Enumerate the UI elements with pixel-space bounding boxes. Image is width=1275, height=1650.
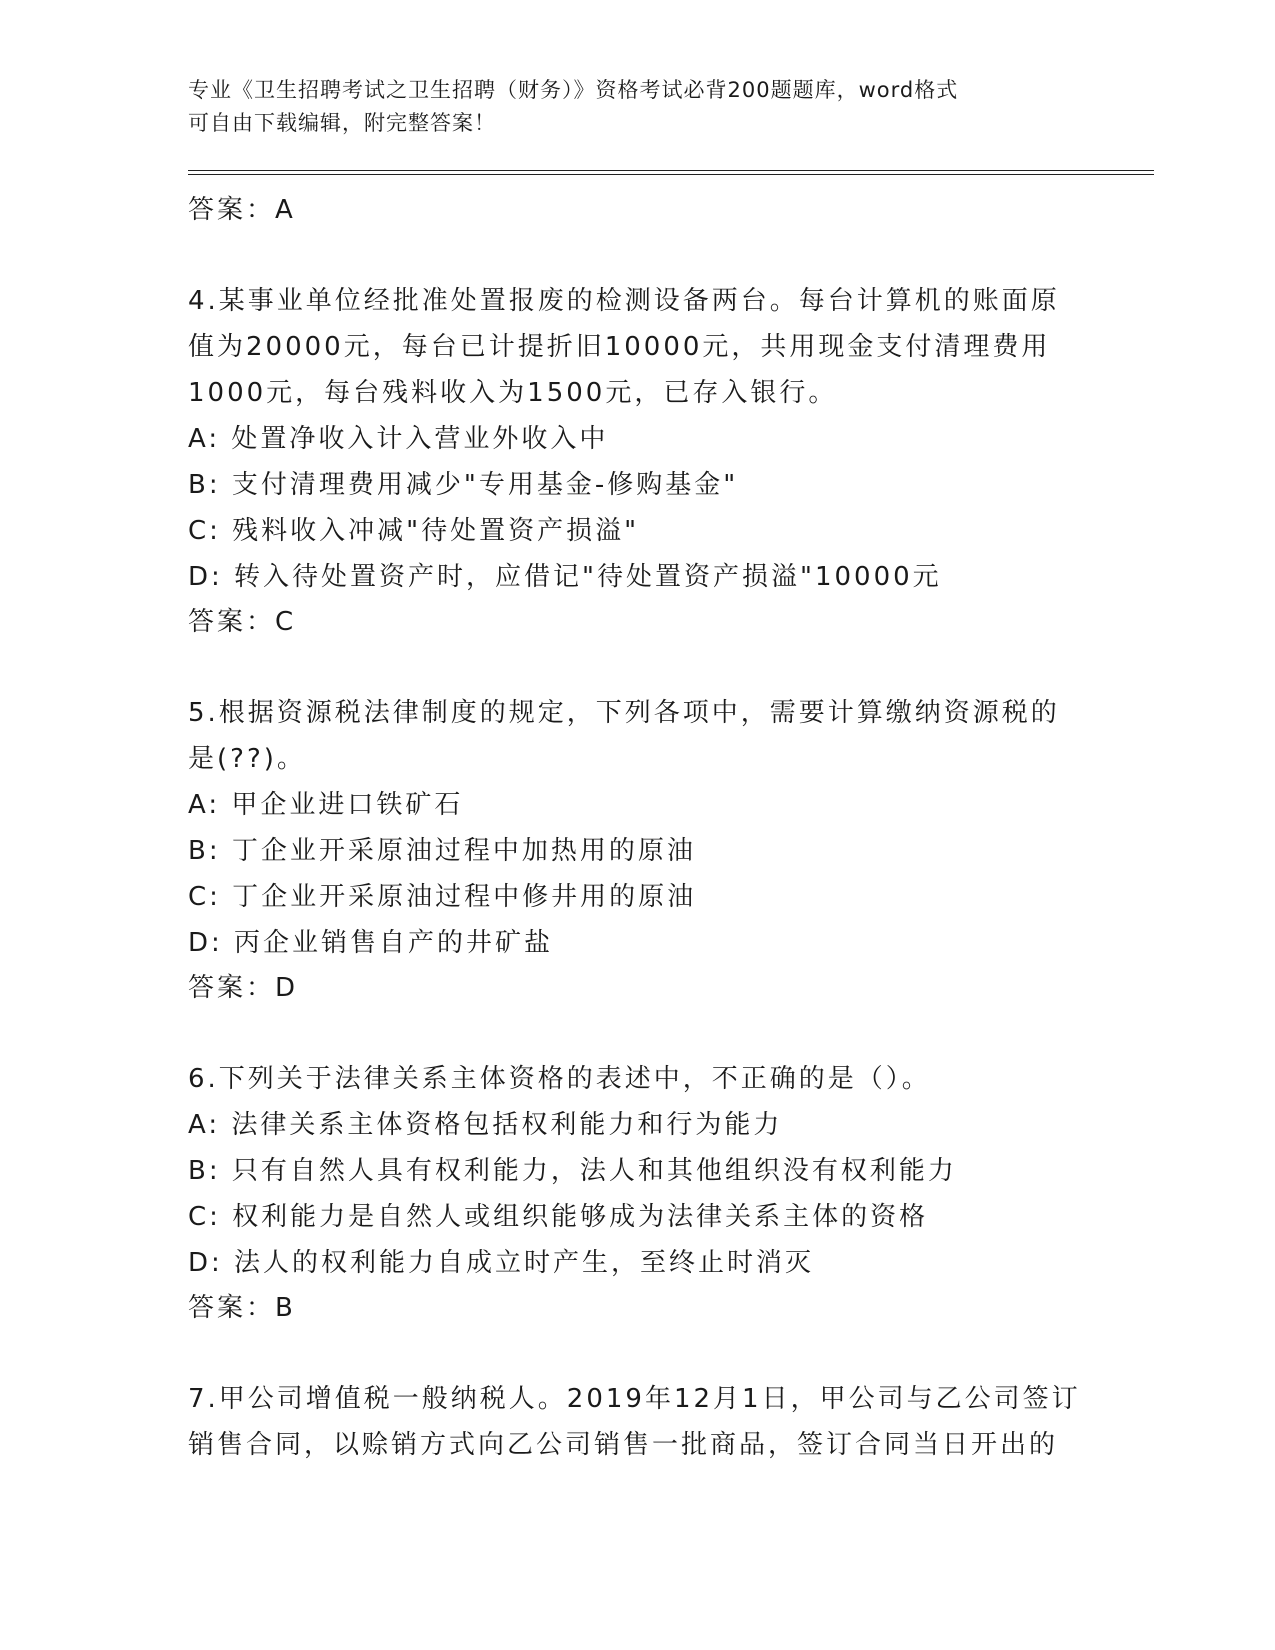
question-text-line: 1000元，每台残料收入为1500元，已存入银行。 (188, 378, 838, 408)
question-text-line: 是(??)。 (188, 744, 306, 774)
option-a: A: 甲企业进口铁矿石 (188, 790, 464, 820)
question-block-5 (188, 690, 1138, 1010)
question-text-line: 值为20000元，每台已计提折旧10000元，共用现金支付清理费用 (188, 332, 1051, 362)
option-c: C: 残料收入冲减"待处置资产损溢" (188, 516, 640, 546)
header-rule-bottom (188, 174, 1154, 175)
option-a: A: 法律关系主体资格包括权利能力和行为能力 (188, 1110, 783, 1140)
option-c: C: 丁企业开采原油过程中修井用的原油 (188, 882, 697, 912)
header-rule-top (188, 170, 1154, 171)
option-c: C: 权利能力是自然人或组织能够成为法律关系主体的资格 (188, 1202, 929, 1232)
question-text-line: 6.下列关于法律关系主体资格的表述中，不正确的是（）。 (188, 1064, 931, 1094)
question-text-line: 4.某事业单位经批准处置报废的检测设备两台。每台计算机的账面原 (188, 286, 1060, 316)
option-b: B: 丁企业开采原油过程中加热用的原油 (188, 836, 696, 866)
answer-line: 答案：B (188, 1293, 296, 1323)
answer-line: 答案：D (188, 973, 299, 1003)
question-text-line: 销售合同，以赊销方式向乙公司销售一批商品，签订合同当日开出的 (188, 1430, 1059, 1460)
option-d: D: 转入待处置资产时，应借记"待处置资产损溢"10000元 (188, 562, 942, 592)
header-line-2: 可自由下载编辑，附完整答案！ (188, 111, 496, 135)
option-b: B: 只有自然人具有权利能力，法人和其他组织没有权利能力 (188, 1156, 957, 1186)
question-block-6 (188, 1056, 1138, 1330)
answer-line: 答案：C (188, 607, 297, 637)
document-body (188, 188, 1138, 1468)
option-d: D: 法人的权利能力自成立时产生，至终止时消灭 (188, 1248, 815, 1278)
question-text-line: 7.甲公司增值税一般纳税人。2019年12月1日，甲公司与乙公司签订 (188, 1384, 1081, 1414)
option-b: B: 支付清理费用减少"专用基金-修购基金" (188, 470, 739, 500)
option-d: D: 丙企业销售自产的井矿盐 (188, 928, 554, 958)
question-text-line: 5.根据资源税法律制度的规定，下列各项中，需要计算缴纳资源税的 (188, 698, 1060, 728)
question-block-4 (188, 278, 1138, 644)
header-line-1: 专业《卫生招聘考试之卫生招聘（财务）》资格考试必背200题题库，word格式 (188, 78, 959, 102)
option-a: A: 处置净收入计入营业外收入中 (188, 424, 609, 454)
question-block-7 (188, 1376, 1138, 1468)
document-header (188, 74, 1088, 140)
answer-line: 答案：A (188, 195, 296, 225)
